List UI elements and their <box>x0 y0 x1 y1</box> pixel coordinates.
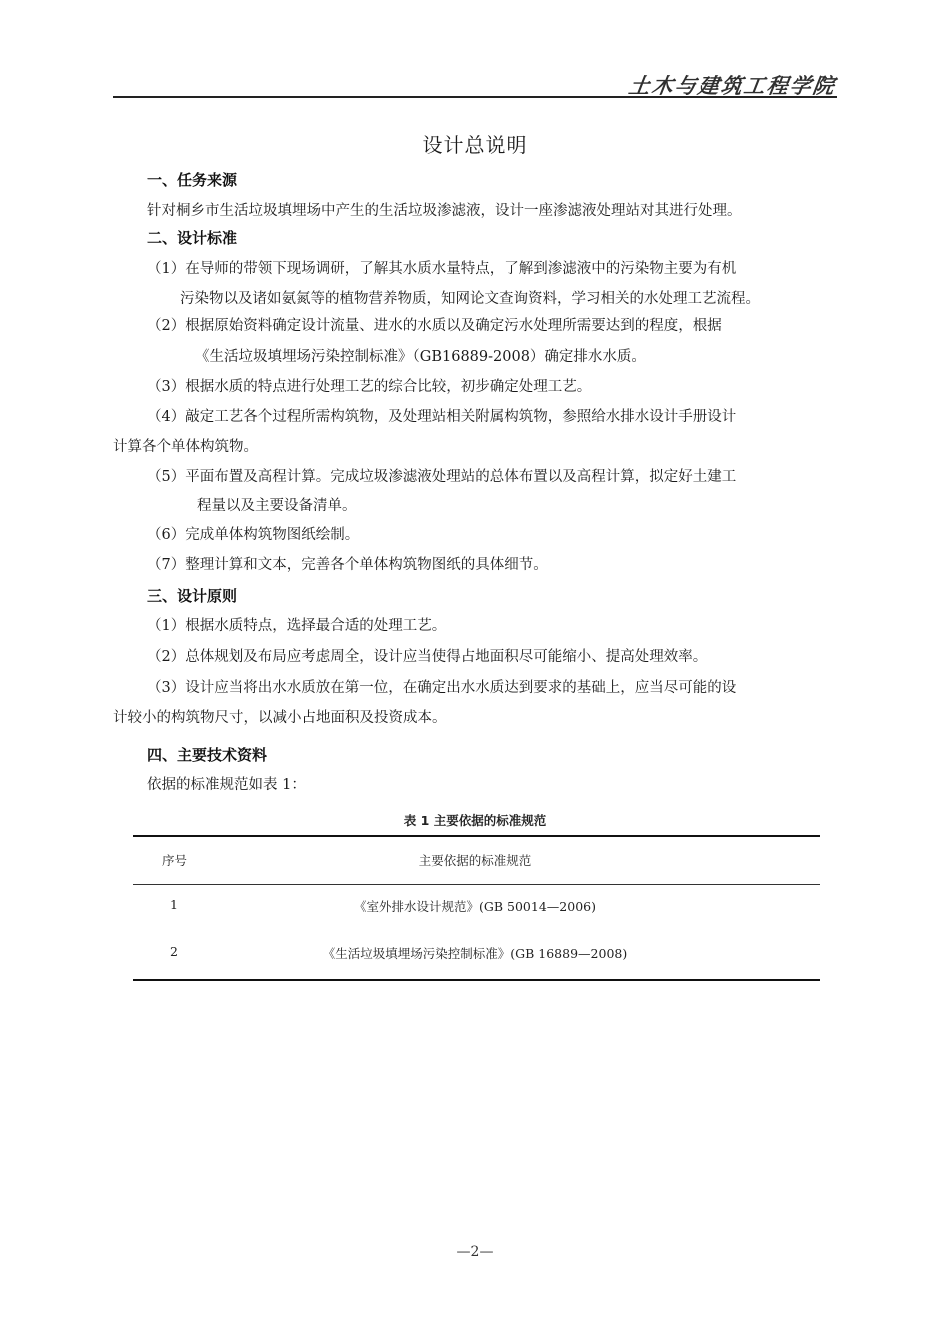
table-row-1-index: 1 <box>170 897 178 912</box>
standard-item-4-line-1: （4）敲定工艺各个过程所需构筑物，及处理站相关附属构筑物，参照给水排水设计手册设计 <box>147 409 737 425</box>
table-header-rule <box>133 884 820 885</box>
principle-item-1: （1）根据水质特点，选择最合适的处理工艺。 <box>147 618 447 634</box>
section-heading-design-principle: 三、设计原则 <box>147 587 238 605</box>
task-source-text: 针对桐乡市生活垃圾填埋场中产生的生活垃圾渗滤液，设计一座渗滤液处理站对其进行处理。 <box>147 203 742 219</box>
table-header-standard: 主要依据的标准规范 <box>418 853 532 868</box>
principle-item-2: （2）总体规划及布局应考虑周全，设计应当使得占地面积尽可能缩小、提高处理效率。 <box>147 649 708 665</box>
table-row-1-standard: 《室外排水设计规范》(GB 50014—2006) <box>354 899 596 914</box>
table-row-2-index: 2 <box>170 944 178 959</box>
standard-item-3: （3）根据水质的特点进行处理工艺的综合比较，初步确定处理工艺。 <box>147 379 592 395</box>
standard-item-1-line-2: 污染物以及诸如氨氮等的植物营养物质，知网论文查询资料，学习相关的水处理工艺流程。 <box>180 291 760 307</box>
tech-data-intro: 依据的标准规范如表 1： <box>147 777 306 793</box>
table-top-rule <box>133 835 820 837</box>
standard-item-4-line-2: 计算各个单体构筑物。 <box>113 439 258 455</box>
table-header-index: 序号 <box>162 853 188 868</box>
section-heading-tech-data: 四、主要技术资料 <box>147 746 268 764</box>
page-number: —2— <box>456 1244 494 1260</box>
table-row-2-standard: 《生活垃圾填埋场污染控制标准》(GB 16889—2008) <box>322 946 628 961</box>
standard-item-2-line-2: 《生活垃圾填埋场污染控制标准》（GB16889-2008）确定排水水质。 <box>195 349 646 365</box>
college-logo-text: 土木与建筑工程学院 <box>627 73 838 98</box>
standard-item-7: （7）整理计算和文本，完善各个单体构筑物图纸的具体细节。 <box>147 557 548 573</box>
table-bottom-rule <box>133 979 820 981</box>
header-divider <box>113 96 837 98</box>
table-caption: 表 1 主要依据的标准规范 <box>403 813 547 828</box>
standard-item-1-line-1: （1）在导师的带领下现场调研，了解其水质水量特点，了解到渗滤液中的污染物主要为有机 <box>147 261 737 277</box>
principle-item-3-line-1: （3）设计应当将出水水质放在第一位，在确定出水水质达到要求的基础上，应当尽可能的设 <box>147 680 737 696</box>
standard-item-5-line-1: （5）平面布置及高程计算。完成垃圾渗滤液处理站的总体布置以及高程计算，拟定好土建工 <box>147 469 737 485</box>
standard-item-2-line-1: （2）根据原始资料确定设计流量、进水的水质以及确定污水处理所需要达到的程度，根据 <box>147 318 722 334</box>
standard-item-6: （6）完成单体构筑物图纸绘制。 <box>147 527 360 543</box>
standard-item-5-line-2: 程量以及主要设备清单。 <box>197 498 357 514</box>
document-title: 设计总说明 <box>422 133 528 157</box>
principle-item-3-line-2: 计较小的构筑物尺寸，以减小占地面积及投资成本。 <box>113 710 447 726</box>
section-heading-design-standard: 二、设计标准 <box>147 229 238 247</box>
section-heading-task-source: 一、任务来源 <box>147 171 238 189</box>
